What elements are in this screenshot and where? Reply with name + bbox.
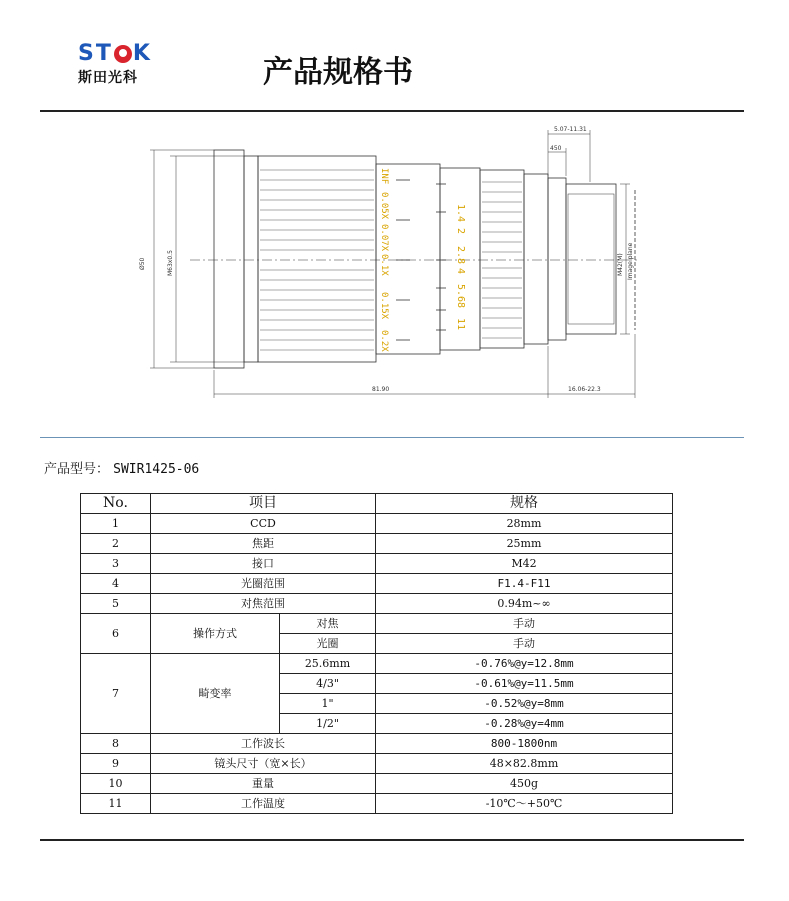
row-subitem: 对焦	[280, 614, 376, 634]
aperture-mark-4: 4	[455, 268, 466, 275]
row-spec: -10℃～+50℃	[376, 794, 673, 814]
header-divider	[40, 110, 744, 112]
row-spec: -0.61%@y=11.5mm	[376, 674, 673, 694]
row-no: 2	[81, 534, 151, 554]
header-no: No.	[81, 494, 151, 514]
row-item: 操作方式	[151, 614, 280, 654]
row-no: 4	[81, 574, 151, 594]
row-no: 11	[81, 794, 151, 814]
row-spec: 0.94m~∞	[376, 594, 673, 614]
row-no: 10	[81, 774, 151, 794]
row-subitem: 25.6mm	[280, 654, 376, 674]
logo-mark	[78, 43, 168, 65]
row-spec: 800-1800nm	[376, 734, 673, 754]
table-row	[81, 514, 673, 534]
row-subitem: 光圈	[280, 634, 376, 654]
aperture-mark-8: 8	[455, 302, 466, 309]
row-spec: F1.4-F11	[376, 574, 673, 594]
table-row	[81, 614, 673, 634]
aperture-mark-5-6: 5.6	[455, 284, 466, 303]
company-logo	[78, 41, 168, 86]
table-row	[81, 794, 673, 814]
logo-subtitle: 斯田光科	[78, 70, 138, 86]
logo-letters-st: ST	[78, 41, 113, 66]
product-model	[44, 458, 199, 477]
row-no: 6	[81, 614, 151, 654]
row-spec: 28mm	[376, 514, 673, 534]
row-item: 畸变率	[151, 654, 280, 734]
product-model-label: 产品型号：	[44, 462, 110, 477]
row-subitem: 1/2"	[280, 714, 376, 734]
table-row	[81, 754, 673, 774]
focus-mark-02x: 0.2X	[379, 330, 389, 352]
focus-mark-015x: 0.15X	[379, 292, 389, 320]
row-item: CCD	[151, 514, 376, 534]
dim-image-plane: Image plane	[627, 242, 634, 280]
dim-body-diameter: M63x0.5	[167, 250, 174, 276]
lens-technical-drawing	[120, 120, 650, 410]
aperture-mark-2: 2	[455, 228, 466, 235]
table-row	[81, 574, 673, 594]
table-row	[81, 594, 673, 614]
logo-o-icon	[114, 45, 132, 63]
product-model-value: SWIR1425-06	[113, 462, 200, 477]
focus-mark-01x: 0.1X	[379, 254, 389, 276]
header-item: 项目	[151, 494, 376, 514]
header-spec: 规格	[376, 494, 673, 514]
spec-table	[80, 493, 673, 814]
table-row	[81, 534, 673, 554]
focus-mark-005x: 0.05X	[379, 192, 389, 220]
table-row	[81, 774, 673, 794]
row-item: 重量	[151, 774, 376, 794]
row-spec: 手动	[376, 614, 673, 634]
row-item: 对焦范围	[151, 594, 376, 614]
row-no: 9	[81, 754, 151, 774]
row-item: 工作波长	[151, 734, 376, 754]
dim-flange-range: 5.07-11.31	[554, 126, 587, 133]
row-item: 焦距	[151, 534, 376, 554]
row-item: 镜头尺寸（宽×长）	[151, 754, 376, 774]
document-title: 产品规格书	[263, 55, 413, 90]
dim-thread-length: 450	[550, 145, 562, 152]
row-spec: M42	[376, 554, 673, 574]
row-no: 5	[81, 594, 151, 614]
dim-mount: M42(M)	[617, 253, 624, 276]
section-divider	[40, 437, 744, 438]
row-subitem: 1"	[280, 694, 376, 714]
row-spec: 48×82.8mm	[376, 754, 673, 774]
row-item: 光圈范围	[151, 574, 376, 594]
row-spec: 25mm	[376, 534, 673, 554]
dim-total-length: 81.90	[372, 386, 390, 393]
table-row	[81, 734, 673, 754]
row-no: 1	[81, 514, 151, 534]
row-spec: 450g	[376, 774, 673, 794]
row-subitem: 4/3"	[280, 674, 376, 694]
row-no: 7	[81, 654, 151, 734]
table-header-row	[81, 494, 673, 514]
row-no: 8	[81, 734, 151, 754]
aperture-mark-1-4: 1.4	[455, 204, 466, 223]
dim-back-focus: 16.06-22.3	[568, 386, 601, 393]
focus-mark-inf: INF	[379, 168, 389, 185]
row-spec: -0.28%@y=4mm	[376, 714, 673, 734]
row-spec: 手动	[376, 634, 673, 654]
row-item: 接口	[151, 554, 376, 574]
row-spec: -0.76%@y=12.8mm	[376, 654, 673, 674]
focus-mark-007x: 0.07X	[379, 224, 389, 252]
row-spec: -0.52%@y=8mm	[376, 694, 673, 714]
row-item: 工作温度	[151, 794, 376, 814]
footer-divider	[40, 839, 744, 841]
dim-outer-diameter: Ø50	[139, 257, 146, 270]
table-row	[81, 554, 673, 574]
row-no: 3	[81, 554, 151, 574]
aperture-mark-2-8: 2.8	[455, 246, 466, 265]
logo-letter-k: K	[132, 41, 152, 66]
table-row	[81, 654, 673, 674]
aperture-mark-11: 11	[455, 318, 466, 331]
